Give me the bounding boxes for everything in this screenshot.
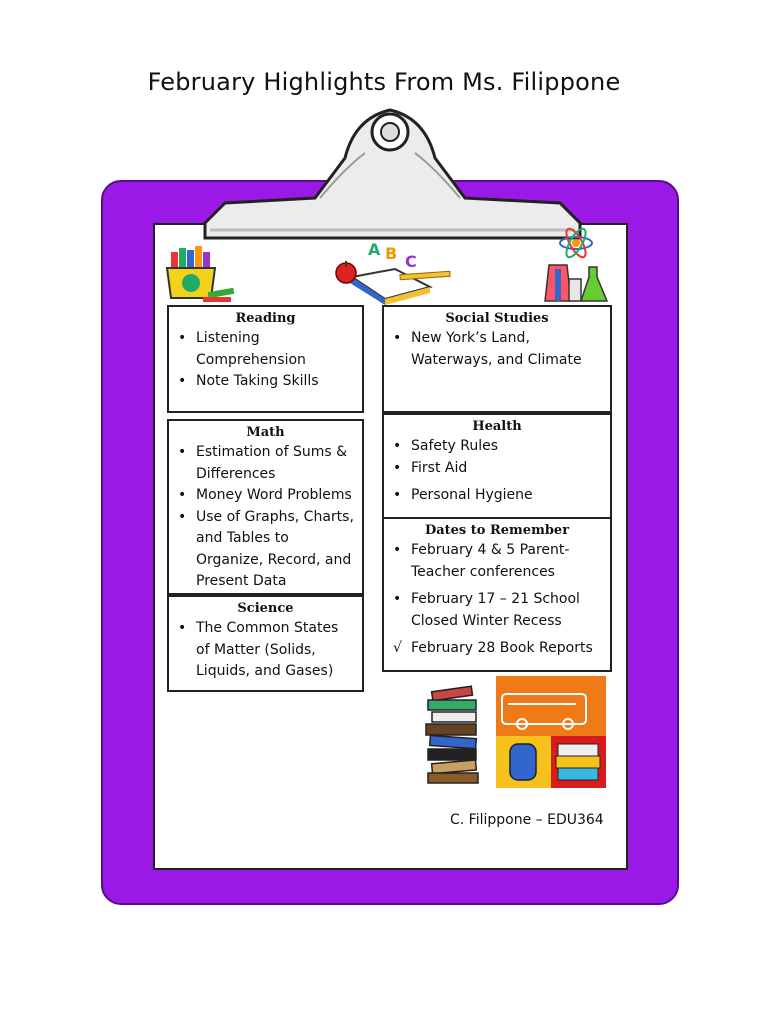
abc-book-icon xyxy=(330,237,455,307)
health-box xyxy=(382,413,612,519)
list-item: • Personal Hygiene xyxy=(393,487,533,503)
dates-box xyxy=(382,517,612,672)
list-item: • Money Word Problems xyxy=(178,487,352,503)
book-stack-icon xyxy=(422,685,484,785)
health-heading: Health xyxy=(472,419,522,434)
svg-text:A: A xyxy=(368,240,381,259)
science-box xyxy=(167,595,364,692)
svg-text:C: C xyxy=(405,252,417,271)
math-box xyxy=(167,419,364,595)
list-item: • First Aid xyxy=(393,459,468,476)
page-title: February Highlights From Ms. Filippone xyxy=(147,68,621,96)
list-item: • Use of Graphs, Charts, and Tables to Organize, Record, and Present Data xyxy=(178,508,354,589)
dates-heading: Dates to Remember xyxy=(424,523,570,538)
svg-text:B: B xyxy=(385,244,398,263)
school-collage-icon xyxy=(496,676,606,788)
list-item: • The Common States of Matter (Solids, Liquids, and Gases) xyxy=(178,620,339,679)
science-flask-icon xyxy=(541,225,611,305)
social-studies-box xyxy=(382,305,612,413)
reading-box xyxy=(167,305,364,413)
social-studies-heading: Social Studies xyxy=(445,311,549,326)
list-item: • Estimation of Sums & Differences xyxy=(178,444,348,482)
crayon-box-icon xyxy=(163,240,238,304)
list-item: • New York’s Land, Waterways, and Climate xyxy=(393,330,582,368)
math-heading: Math xyxy=(246,425,285,440)
list-item: • February 4 & 5 Parent-Teacher conferences xyxy=(393,542,570,580)
list-item: • February 17 – 21 School Closed Winter Recess xyxy=(393,591,580,629)
list-item: √ February 28 Book Reports xyxy=(393,640,593,656)
list-item: • Note Taking Skills xyxy=(178,373,319,389)
list-item: • Safety Rules xyxy=(393,438,499,454)
reading-heading: Reading xyxy=(235,311,296,326)
science-heading: Science xyxy=(237,601,294,616)
footer-signature: C. Filippone – EDU364 xyxy=(450,812,604,828)
clipboard-clip-icon xyxy=(195,98,590,243)
list-item: • Listening Comprehension xyxy=(178,330,306,368)
